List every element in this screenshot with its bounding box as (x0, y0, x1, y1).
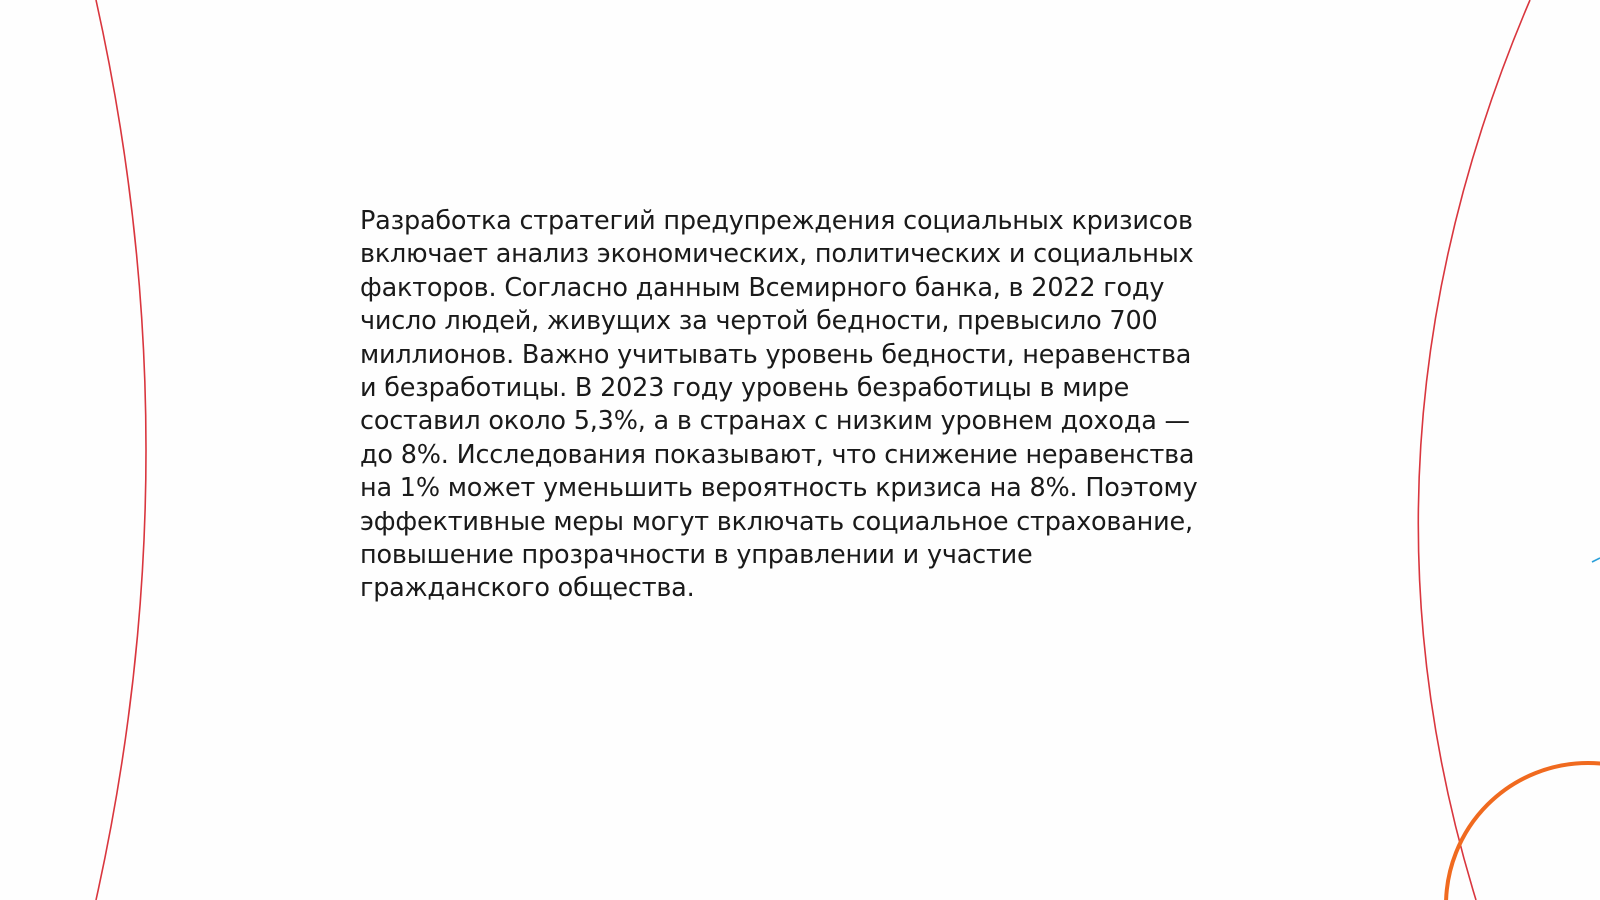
paragraph-line: гражданского общества. (360, 573, 695, 604)
paragraph-line: число людей, живущих за чертой бедности, превысило 700 (360, 306, 1158, 337)
paragraph-line: и безработицы. В 2023 году уровень безработицы в мире (360, 373, 1130, 404)
paragraph-line: повышение прозрачности в управлении и участие (360, 540, 1033, 571)
right-arc (1418, 0, 1530, 900)
left-arc (96, 0, 146, 900)
paragraph-line: составил около 5,3%, а в странах с низким уровнем дохода — (360, 406, 1190, 437)
paragraph-line: факторов. Согласно данным Всемирного банка, в 2022 году (360, 272, 1165, 303)
accent-tick (1592, 558, 1600, 562)
paragraph-line: эффективные меры могут включать социальное страхование, (360, 506, 1193, 537)
paragraph-line: Разработка стратегий предупреждения социальных кризисов (360, 206, 1193, 236)
paragraph-line: включает анализ экономических, политических и социальных (360, 239, 1194, 270)
body-paragraph (360, 205, 1240, 606)
paragraph-line: до 8%. Исследования показывают, что снижение неравенства (360, 439, 1195, 470)
paragraph-line: миллионов. Важно учитывать уровень бедности, неравенства (360, 339, 1192, 370)
paragraph-line: на 1% может уменьшить вероятность кризиса на 8%. Поэтому (360, 473, 1198, 504)
